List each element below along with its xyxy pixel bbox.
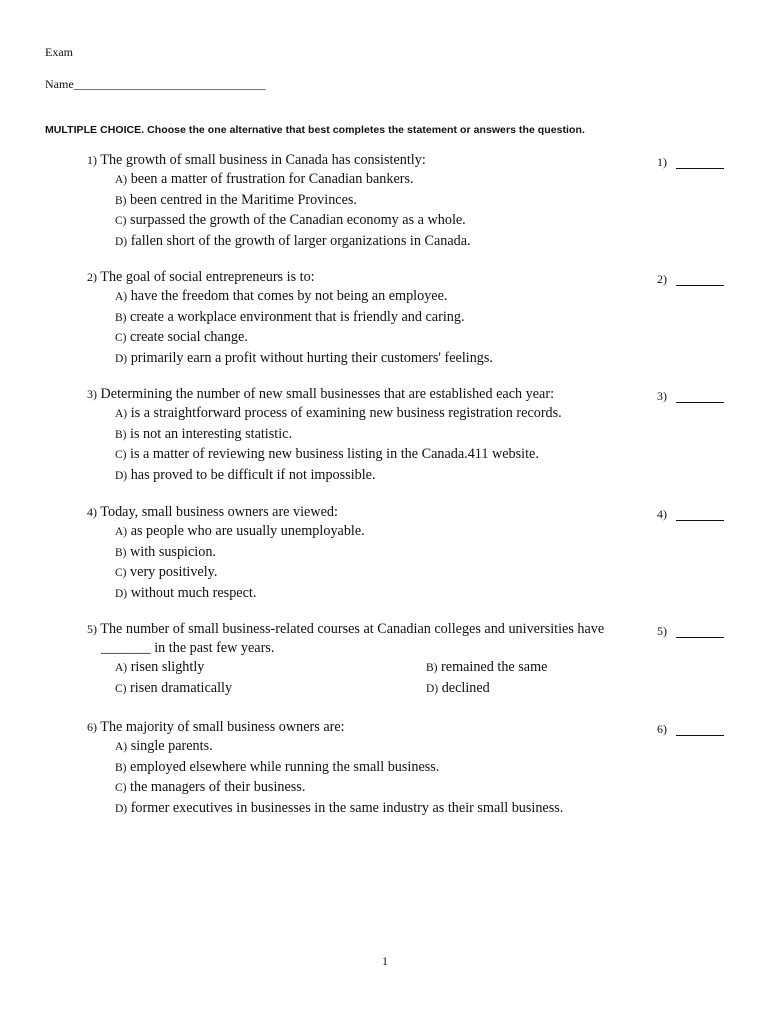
question-stem: 4) Today, small business owners are viewed: <box>87 504 338 520</box>
question-stem-continued: _______ in the past few years. <box>101 640 275 656</box>
name-field-line: Name________________________________ <box>45 77 266 91</box>
answer-number: 2) <box>657 272 667 286</box>
option-c: C) very positively. <box>115 564 218 580</box>
answer-blank[interactable] <box>676 520 724 521</box>
page-number: 1 <box>382 954 388 968</box>
question-2 <box>87 268 727 369</box>
answer-number: 4) <box>657 507 667 521</box>
question-number: 4) <box>87 505 97 519</box>
question-number: 6) <box>87 720 97 734</box>
answer-blank[interactable] <box>676 735 724 736</box>
question-3 <box>87 385 727 486</box>
answer-blank[interactable] <box>676 168 724 169</box>
option-b: B) remained the same <box>426 659 548 675</box>
answer-number: 1) <box>657 155 667 169</box>
option-b: B) is not an interesting statistic. <box>115 425 292 442</box>
question-number: 5) <box>87 622 97 636</box>
option-d: D) without much respect. <box>115 584 257 601</box>
question-stem: 2) The goal of social entrepreneurs is to: <box>87 269 315 285</box>
question-stem: 3) Determining the number of new small businesses that are established each year: <box>87 386 555 402</box>
option-a: A) risen slightly <box>115 659 205 675</box>
answer-blank[interactable] <box>676 402 724 403</box>
question-stem: 6) The majority of small business owners are: <box>87 719 345 735</box>
question-1 <box>87 151 727 252</box>
instructions-heading: MULTIPLE CHOICE. Choose the one alternative that best completes the statement or answers the question. <box>45 124 585 136</box>
question-4 <box>87 503 727 604</box>
option-b: B) create a workplace environment that is friendly and caring. <box>115 308 465 325</box>
question-number: 1) <box>87 153 97 167</box>
option-a: A) have the freedom that comes by not being an employee. <box>115 288 448 304</box>
option-c: C) is a matter of reviewing new business listing in the Canada.411 website. <box>115 446 539 462</box>
question-stem: 5) The number of small business-related courses at Canadian colleges and universities have <box>87 621 605 637</box>
option-d: D) has proved to be difficult if not impossible. <box>115 466 376 483</box>
option-a: A) been a matter of frustration for Canadian bankers. <box>115 171 414 187</box>
option-a: A) as people who are usually unemployable. <box>115 523 365 539</box>
option-a: A) single parents. <box>115 738 213 754</box>
option-d: D) primarily earn a profit without hurting their customers' feelings. <box>115 349 493 366</box>
answer-number: 5) <box>657 624 667 638</box>
option-c: C) create social change. <box>115 329 248 345</box>
question-5 <box>87 620 727 699</box>
answer-blank[interactable] <box>676 285 724 286</box>
option-d: D) fallen short of the growth of larger organizations in Canada. <box>115 232 471 249</box>
answer-number: 3) <box>657 389 667 403</box>
answer-blank[interactable] <box>676 637 724 638</box>
options-grid <box>87 658 727 699</box>
exam-title: Exam <box>45 45 73 59</box>
question-number: 2) <box>87 270 97 284</box>
option-b: B) been centred in the Maritime Provinces. <box>115 191 357 208</box>
option-d: D) declined <box>426 679 490 696</box>
question-stem: 1) The growth of small business in Canada has consistently: <box>87 152 426 168</box>
option-d: D) former executives in businesses in the same industry as their small business. <box>115 799 564 816</box>
option-b: B) employed elsewhere while running the small business. <box>115 758 440 775</box>
answer-number: 6) <box>657 722 667 736</box>
option-c: C) the managers of their business. <box>115 779 306 795</box>
question-6 <box>87 718 727 819</box>
option-b: B) with suspicion. <box>115 543 216 560</box>
option-a: A) is a straightforward process of examining new business registration records. <box>115 405 562 421</box>
question-number: 3) <box>87 387 97 401</box>
option-c: C) risen dramatically <box>115 679 233 696</box>
option-c: C) surpassed the growth of the Canadian economy as a whole. <box>115 212 466 228</box>
